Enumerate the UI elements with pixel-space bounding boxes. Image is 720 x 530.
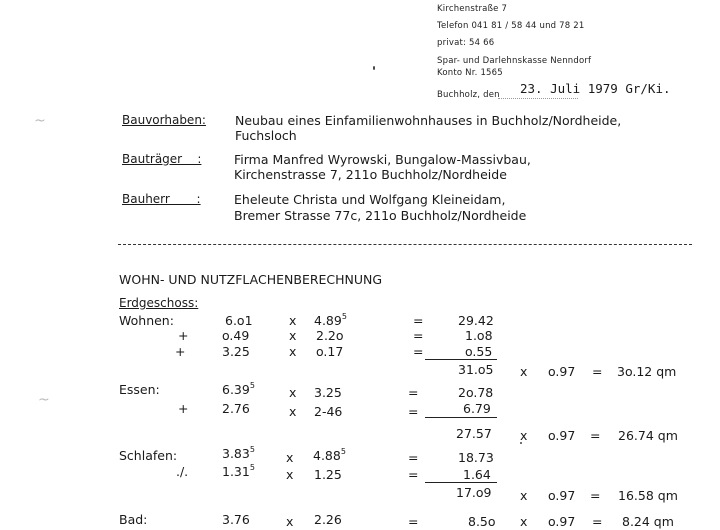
floor-label: Erdgeschoss:: [119, 296, 199, 310]
essen-row1-result: 2o.78: [458, 385, 494, 400]
bad-b: 2.26: [314, 512, 342, 527]
letterhead-account: Konto Nr. 1565: [437, 68, 503, 78]
letter-date: 23. Juli 1979 Gr/Ki.: [520, 81, 671, 96]
schlafen-row2-result: 1.64: [463, 467, 491, 482]
essen-row2-b: 2-46: [314, 404, 343, 419]
times-sign: x: [289, 313, 297, 328]
bauvorhaben-label: Bauvorhaben:: [122, 113, 206, 127]
essen-row1-b: 3.25: [314, 385, 342, 400]
essen-label: Essen:: [119, 382, 160, 397]
equals-sign: =: [590, 428, 601, 443]
times-sign: x: [289, 404, 297, 419]
equals-sign: =: [408, 467, 419, 482]
times-sign: x: [289, 385, 297, 400]
wohnen-row1-b: 4.89$^5$: [314, 312, 347, 328]
schlafen-row2-op: ./.: [176, 464, 189, 479]
bad-result: 8.5o: [468, 514, 496, 529]
scan-speck: [373, 66, 375, 70]
bauvorhaben-line2: Fuchsloch: [235, 128, 297, 143]
letterhead-private-phone: privat: 54 66: [437, 38, 495, 48]
wohnen-row2-op: +: [178, 328, 189, 343]
times-sign: x: [289, 328, 297, 343]
sum-underline: [425, 482, 497, 483]
bad-a: 3.76: [222, 512, 250, 527]
calc-title: WOHN- UND NUTZFLACHENBERECHNUNG: [119, 272, 383, 287]
times-sign: x: [286, 450, 294, 465]
times-sign: x: [520, 428, 528, 443]
wohnen-row1-a: 6.o1: [225, 313, 253, 328]
wohnen-total: 3o.12 qm: [617, 364, 677, 379]
schlafen-row2-b: 1.25: [314, 467, 342, 482]
bauvorhaben-line1: Neubau eines Einfamilienwohnhauses in Buchholz/Nordheide,: [235, 113, 622, 128]
equals-sign: =: [408, 450, 419, 465]
equals-sign: =: [413, 313, 424, 328]
schlafen-row1-b: 4.88$^5$: [313, 447, 346, 463]
times-sign: x: [520, 364, 528, 379]
bautraeger-line2: Kirchenstrasse 7, 211o Buchholz/Nordheide: [234, 167, 507, 182]
times-sign: x: [289, 344, 297, 359]
wohnen-row2-result: 1.o8: [465, 328, 493, 343]
scan-smudge: ~: [38, 392, 50, 408]
essen-row2-op: +: [178, 401, 189, 416]
equals-sign: =: [592, 364, 603, 379]
equals-sign: =: [592, 514, 603, 529]
bad-factor: o.97: [548, 514, 576, 529]
times-sign: x: [520, 488, 528, 503]
essen-row1-a: 6.39$^5$: [222, 381, 255, 397]
sum-underline: [425, 417, 497, 418]
bauherr-label: Bauherr :: [122, 192, 201, 206]
equals-sign: =: [413, 328, 424, 343]
wohnen-row2-a: o.49: [222, 328, 250, 343]
bauherr-line2: Bremer Strasse 77c, 211o Buchholz/Nordheide: [234, 208, 527, 223]
sum-underline: [425, 359, 497, 360]
bad-total: 8.24 qm: [622, 514, 674, 529]
wohnen-sum: 31.o5: [458, 362, 494, 377]
equals-sign: =: [590, 488, 601, 503]
wohnen-row3-result: o.55: [465, 344, 493, 359]
scan-smudge: ~: [34, 113, 46, 129]
schlafen-row1-result: 18.73: [458, 450, 494, 465]
bautraeger-label: Bauträger :: [122, 152, 202, 166]
letterhead-address: Kirchenstraße 7: [437, 4, 508, 14]
essen-row2-result: 6.79: [463, 401, 491, 416]
equals-sign: =: [408, 514, 419, 529]
wohnen-label: Wohnen:: [119, 313, 174, 328]
schlafen-total: 16.58 qm: [618, 488, 678, 503]
essen-total: 26.74 qm: [618, 428, 678, 443]
wohnen-row2-b: 2.2o: [316, 328, 344, 343]
schlafen-factor: o.97: [548, 488, 576, 503]
wohnen-row3-b: o.17: [316, 344, 344, 359]
times-sign: x: [286, 467, 294, 482]
equals-sign: =: [408, 404, 419, 419]
equals-sign: =: [413, 344, 424, 359]
wohnen-row3-a: 3.25: [222, 344, 250, 359]
dashed-separator: [118, 244, 692, 245]
wohnen-factor: o.97: [548, 364, 576, 379]
times-sign: x: [286, 514, 294, 529]
letterhead-bank: Spar- und Darlehnskasse Nenndorf: [437, 56, 592, 66]
bad-label: Bad:: [119, 512, 148, 527]
essen-factor: o.97: [548, 428, 576, 443]
schlafen-sum: 17.o9: [456, 485, 492, 500]
essen-row2-a: 2.76: [222, 401, 250, 416]
letterhead-place: Buchholz, den: [437, 90, 500, 100]
times-sign: x: [520, 514, 528, 529]
schlafen-row2-a: 1.31$^5$: [222, 463, 255, 479]
wohnen-row1-result: 29.42: [458, 313, 494, 328]
essen-sum: 27.57: [456, 426, 492, 441]
wohnen-row3-op: +: [175, 344, 186, 359]
schlafen-row1-a: 3.83$^5$: [222, 445, 255, 461]
schlafen-label: Schlafen:: [119, 448, 178, 463]
bauherr-line1: Eheleute Christa und Wolfgang Kleineidam,: [234, 192, 506, 207]
date-dotted-line: [498, 98, 578, 99]
bautraeger-line1: Firma Manfred Wyrowski, Bungalow-Massivbau,: [234, 152, 531, 167]
letterhead-phone: Telefon 041 81 / 58 44 und 78 21: [437, 21, 585, 31]
equals-sign: =: [408, 385, 419, 400]
